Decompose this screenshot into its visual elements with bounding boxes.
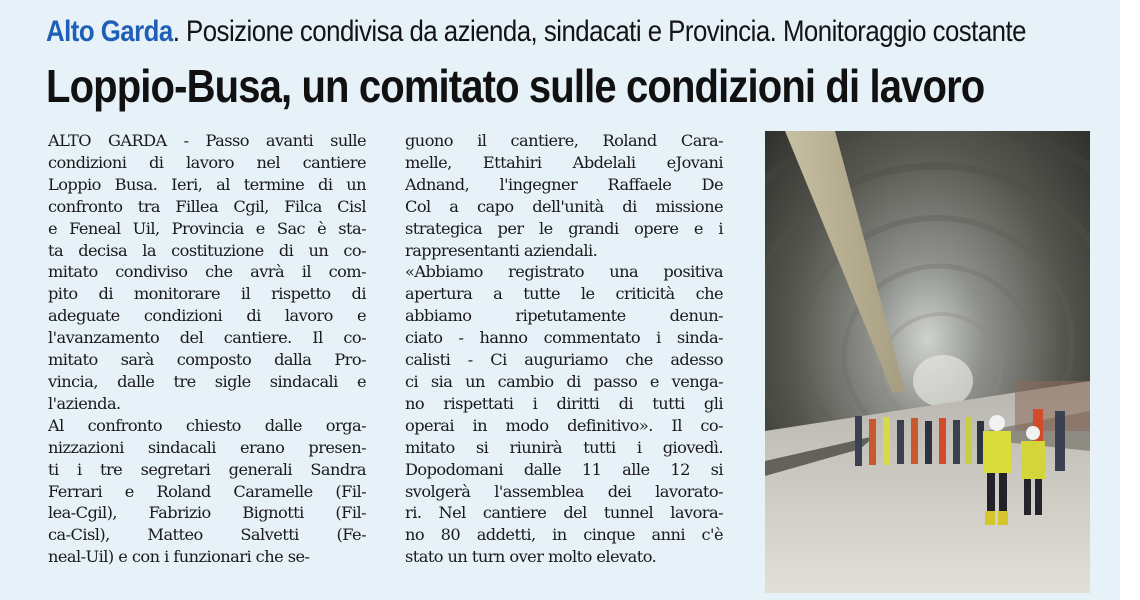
article-line: condizioni di lavoro nel cantiere xyxy=(48,152,366,172)
article-line: ti i tre segretari generali Sandra xyxy=(48,459,366,479)
article-line: melle, Ettahiri Abdelali eJovani xyxy=(405,152,723,172)
kicker xyxy=(46,14,1026,50)
kicker-text: . Posizione condivisa da azienda, sindacati e Provincia. Monitoraggio costante xyxy=(172,15,1026,48)
article-line: neal-Uil) e con i funzionari che se- xyxy=(48,547,310,567)
article-line: ta decisa la costituzione di un co- xyxy=(48,240,366,260)
article-line: Adnand, l'ingegner Raffaele De xyxy=(405,174,723,194)
article-line: Ferrari e Roland Caramelle (Fil- xyxy=(48,481,366,501)
article-line: e Feneal Uil, Provincia e Sac è sta- xyxy=(48,218,366,238)
tunnel-photo xyxy=(765,131,1090,593)
article-line: guono il cantiere, Roland Cara- xyxy=(405,131,723,150)
article-line: Loppio Busa. Ieri, al termine di un xyxy=(48,174,366,194)
article-line: adeguate condizioni di lavoro e xyxy=(48,306,366,326)
article-line: strategica per le grandi opere e i xyxy=(405,218,723,238)
article-line: mitato si riunirà tutti i giovedì. xyxy=(405,437,723,457)
kicker-location: Alto Garda xyxy=(46,15,173,48)
article-line: «Abbiamo registrato una positiva xyxy=(405,262,723,282)
article-line: vincia, dalle tre sigle sindacali e xyxy=(48,371,366,391)
article-line: rappresentanti aziendali. xyxy=(405,240,598,260)
article-line: Dopodomani dalle 11 alle 12 si xyxy=(405,459,723,479)
article-line: operai in modo definitivo». Il co- xyxy=(405,415,723,435)
article-line: mitato sarà composto dalla Pro- xyxy=(48,350,366,370)
article-line: svolgerà l'assemblea dei lavorato- xyxy=(405,481,723,501)
article-line: lea-Cgil), Fabrizio Bignotti (Fil- xyxy=(48,503,366,523)
article-column-2 xyxy=(405,130,723,568)
article-line: ALTO GARDA - Passo avanti sulle xyxy=(48,131,366,150)
article-line: no rispettati i diritti di tutti gli xyxy=(405,393,723,413)
headline: Loppio-Busa, un comitato sulle condizioni di lavoro xyxy=(46,60,985,112)
article-line: confronto tra Fillea Cgil, Filca Cisl xyxy=(48,196,366,216)
article-line: nizzazioni sindacali erano presen- xyxy=(48,437,366,457)
article-line: Al confronto chiesto dalle orga- xyxy=(48,415,366,435)
article-line: ca-Cisl), Matteo Salvetti (Fe- xyxy=(48,525,366,545)
article-line: l'avanzamento del cantiere. Il co- xyxy=(48,328,366,348)
article-line: stato un turn over molto elevato. xyxy=(405,547,657,567)
article-line: Col a capo dell'unità di missione xyxy=(405,196,723,216)
article-line: calisti - Ci auguriamo che adesso xyxy=(405,350,723,370)
article-line: apertura a tutte le criticità che xyxy=(405,284,723,304)
article-line: abbiamo ripetutamente denun- xyxy=(405,306,723,326)
article-line: pito di monitorare il rispetto di xyxy=(48,284,366,304)
article-line: ci sia un cambio di passo e venga- xyxy=(405,371,723,391)
article-column-1 xyxy=(48,130,366,568)
article-line: ciato - hanno commentato i sinda- xyxy=(405,328,723,348)
article-line: l'azienda. xyxy=(48,393,121,413)
article-line: mitato condiviso che avrà il com- xyxy=(48,262,366,282)
article-line: ri. Nel cantiere del tunnel lavora- xyxy=(405,503,723,523)
article-line: no 80 addetti, in cinque anni c'è xyxy=(405,525,723,545)
